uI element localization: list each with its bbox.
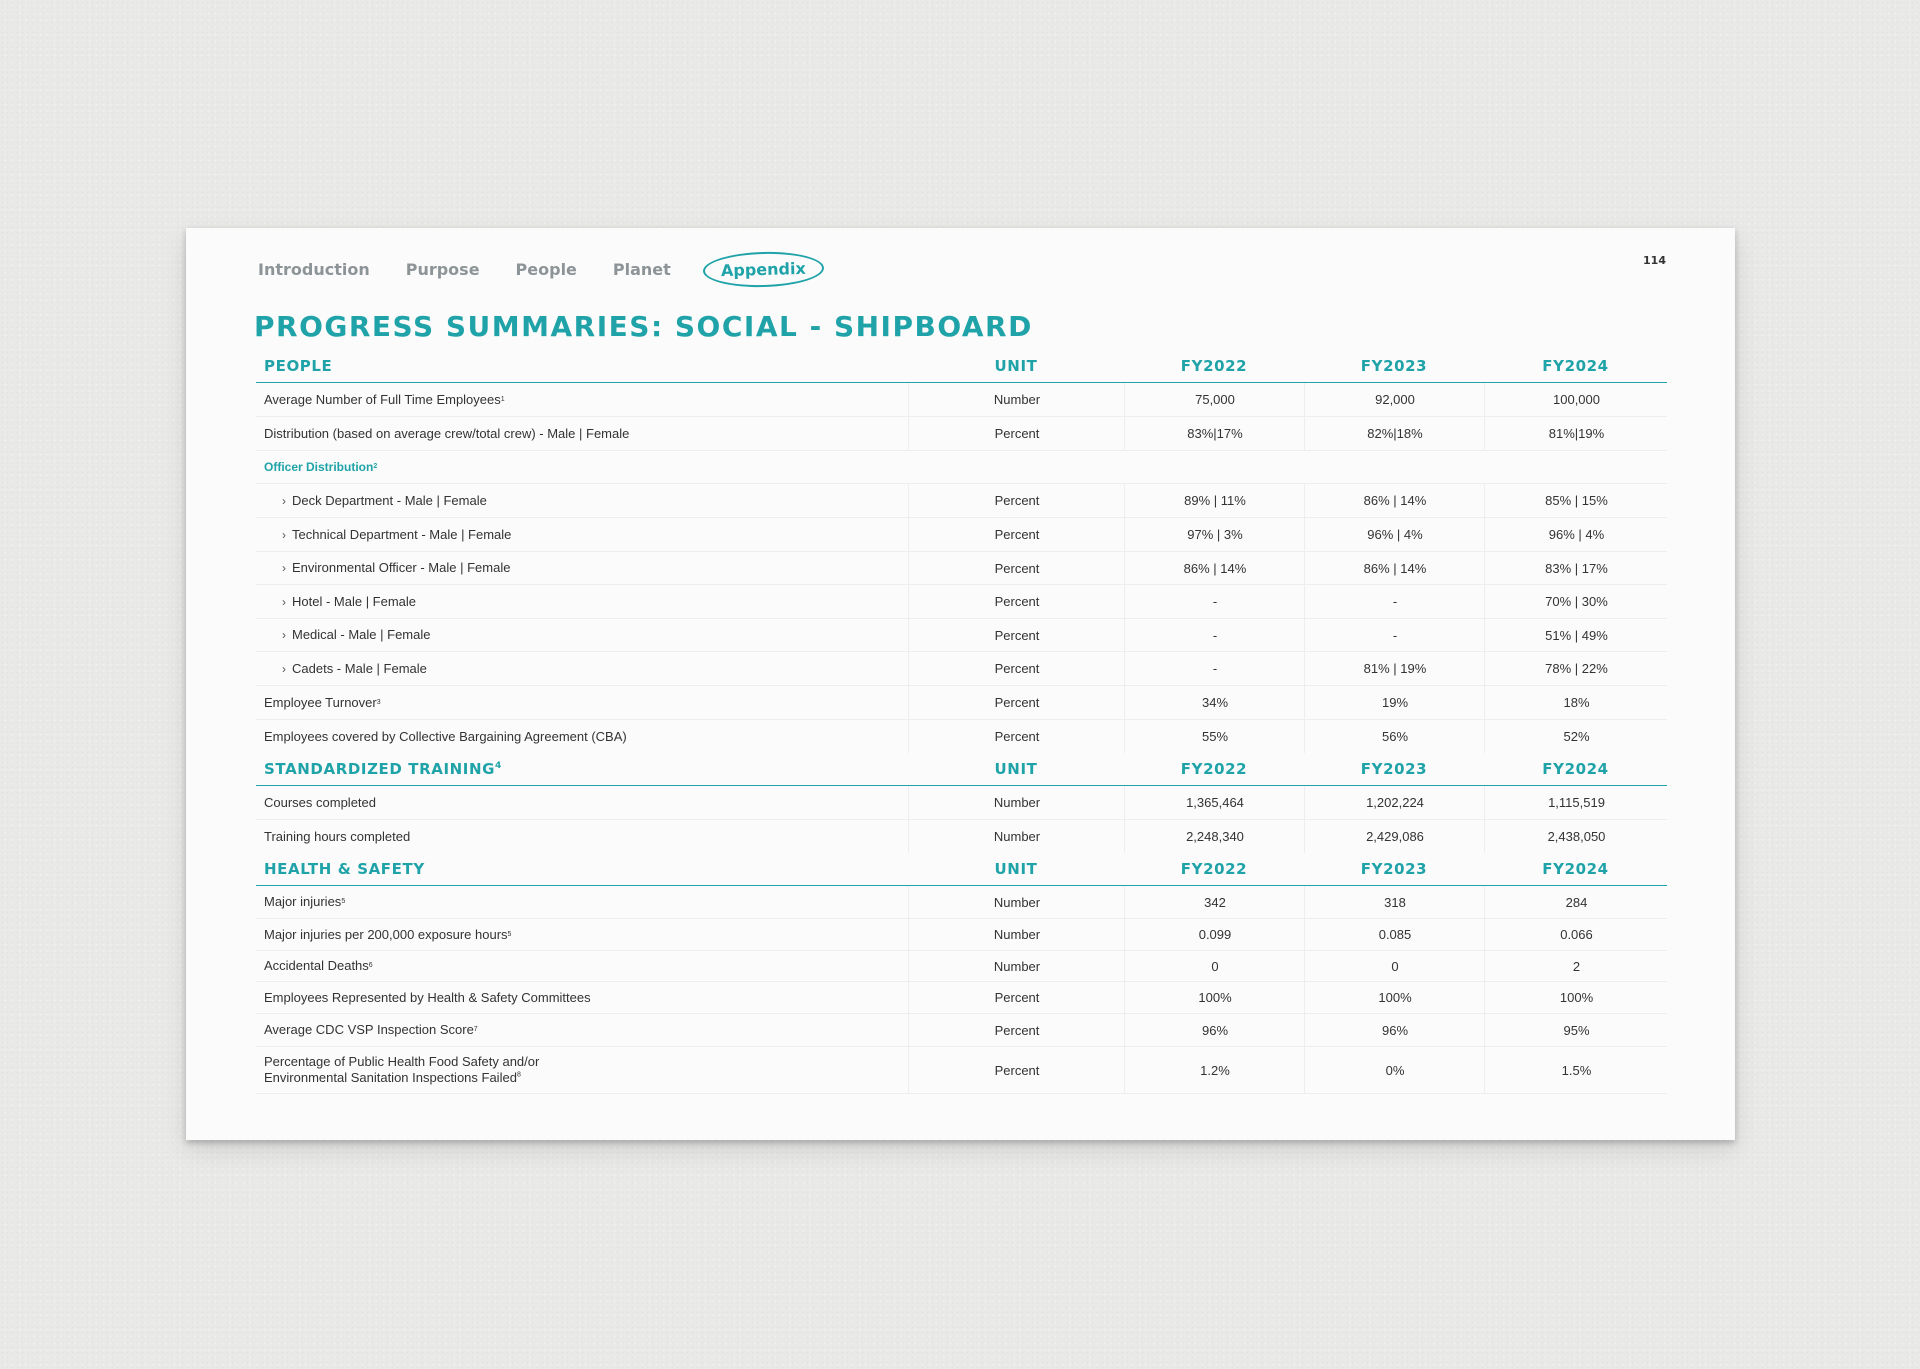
row-label: › Technical Department - Male | Female	[282, 526, 512, 542]
row-unit: Percent	[908, 1047, 1125, 1093]
nav-purpose[interactable]: Purpose	[405, 260, 480, 279]
row-fy2022: 86% | 14%	[1124, 552, 1305, 584]
row-label: Employees Represented by Health & Safety Committees	[264, 989, 591, 1005]
row-fy2024: 78% | 22%	[1484, 652, 1668, 685]
table-row	[256, 552, 1667, 585]
row-fy2023: 92,000	[1304, 383, 1485, 416]
row-unit: Percent	[908, 484, 1125, 517]
col-unit: UNIT	[994, 357, 1038, 375]
row-fy2022: 89% | 11%	[1124, 484, 1305, 517]
col-fy2023: FY2023	[1360, 760, 1428, 778]
table-row	[256, 982, 1667, 1014]
row-fy2023: 2,429,086	[1304, 820, 1485, 853]
row-label: Average Number of Full Time Employees 1	[264, 391, 505, 407]
col-fy2024: FY2024	[1542, 860, 1609, 878]
row-fy2023: 81% | 19%	[1304, 652, 1485, 685]
nav-introduction[interactable]: Introduction	[258, 260, 370, 279]
row-fy2023: 0.085	[1304, 919, 1485, 950]
row-fy2024: 95%	[1484, 1014, 1668, 1046]
row-fy2024: 284	[1484, 886, 1668, 918]
row-fy2024: 96% | 4%	[1484, 518, 1668, 551]
page-number: 114	[1643, 254, 1666, 267]
row-label: Courses completed	[264, 794, 376, 810]
row-label: Accidental Deaths 6	[264, 958, 373, 973]
row-fy2022: 342	[1124, 886, 1305, 918]
row-fy2022: 0	[1124, 951, 1305, 981]
row-unit: Percent	[908, 518, 1125, 551]
section-header-people	[256, 350, 1667, 383]
chevron-right-icon: ›	[282, 561, 286, 575]
row-unit: Number	[908, 383, 1125, 416]
page-title: PROGRESS SUMMARIES: SOCIAL - SHIPBOARD	[254, 310, 1033, 343]
row-unit: Number	[908, 951, 1125, 981]
row-fy2022: 96%	[1124, 1014, 1305, 1046]
section-title: PEOPLE	[264, 357, 333, 375]
row-fy2024: 0.066	[1484, 919, 1668, 950]
row-fy2024: 18%	[1484, 686, 1668, 719]
row-fy2022: 55%	[1124, 720, 1305, 753]
row-label: › Hotel - Male | Female	[282, 593, 417, 609]
row-label: › Medical - Male | Female	[282, 627, 431, 642]
col-fy2023: FY2023	[1360, 357, 1428, 375]
row-label	[264, 1047, 964, 1093]
row-fy2023: 100%	[1304, 982, 1485, 1013]
section-header-health-safety	[256, 853, 1667, 886]
row-fy2023: 96%	[1304, 1014, 1485, 1046]
section-title: STANDARDIZED TRAINING$^4$	[264, 760, 502, 778]
row-fy2024: 1,115,519	[1484, 786, 1668, 819]
table-row	[256, 383, 1667, 417]
table-row	[256, 720, 1667, 753]
top-navigation	[258, 252, 860, 287]
row-fy2022: 97% | 3%	[1124, 518, 1305, 551]
row-label: Major injuries per 200,000 exposure hours 5	[264, 926, 512, 942]
row-fy2022: -	[1124, 585, 1305, 618]
chevron-right-icon: ›	[282, 527, 286, 542]
row-unit: Number	[908, 820, 1125, 853]
row-label: › Environmental Officer - Male | Female	[282, 560, 511, 575]
row-label: Training hours completed	[264, 828, 411, 844]
chevron-right-icon: ›	[282, 661, 286, 676]
row-unit: Number	[908, 786, 1125, 819]
col-fy2022: FY2022	[1180, 760, 1248, 778]
row-fy2023: 56%	[1304, 720, 1485, 753]
row-unit: Percent	[908, 1014, 1125, 1046]
row-fy2023: 19%	[1304, 686, 1485, 719]
row-fy2022: 75,000	[1124, 383, 1305, 416]
row-unit: Percent	[908, 720, 1125, 753]
table-row	[256, 652, 1667, 686]
section-header-training	[256, 753, 1667, 786]
report-page	[186, 228, 1735, 1140]
row-unit: Percent	[908, 686, 1125, 719]
table-row	[256, 786, 1667, 820]
table-row	[256, 919, 1667, 951]
row-fy2022: 0.099	[1124, 919, 1305, 950]
row-label: › Deck Department - Male | Female	[282, 492, 487, 508]
row-fy2023: 86% | 14%	[1304, 552, 1485, 584]
col-fy2023: FY2023	[1360, 860, 1428, 878]
row-label: Average CDC VSP Inspection Score 7	[264, 1022, 478, 1037]
row-label-line2: Environmental Sanitation Inspections Failed$^8$	[264, 1070, 521, 1085]
row-fy2022: -	[1124, 652, 1305, 685]
table-row	[256, 686, 1667, 720]
subsection-title: Officer Distribution 2	[264, 460, 378, 474]
row-fy2022: 83%|17%	[1124, 417, 1305, 450]
row-label-line1: Percentage of Public Health Food Safety and/or	[264, 1054, 540, 1069]
row-label: Employee Turnover 3	[264, 694, 381, 710]
section-title: HEALTH & SAFETY	[264, 860, 425, 878]
row-fy2024: 70% | 30%	[1484, 585, 1668, 618]
table-row	[256, 886, 1667, 919]
row-label: Major injuries 5	[264, 894, 346, 909]
row-fy2023: 96% | 4%	[1304, 518, 1485, 551]
nav-planet[interactable]: Planet	[612, 260, 671, 279]
row-fy2024: 51% | 49%	[1484, 619, 1668, 651]
table-row	[256, 1047, 1667, 1094]
row-fy2022: 1,365,464	[1124, 786, 1305, 819]
row-fy2024: 100%	[1484, 982, 1668, 1013]
row-fy2023: 0%	[1304, 1047, 1485, 1093]
table-row	[256, 484, 1667, 518]
row-fy2024: 83% | 17%	[1484, 552, 1668, 584]
row-unit: Percent	[908, 652, 1125, 685]
row-fy2023: 86% | 14%	[1304, 484, 1485, 517]
row-unit: Percent	[908, 585, 1125, 618]
nav-people[interactable]: People	[515, 260, 577, 279]
row-fy2023: 82%|18%	[1304, 417, 1485, 450]
row-fy2024: 100,000	[1484, 383, 1668, 416]
col-unit: UNIT	[994, 860, 1038, 878]
row-fy2024: 1.5%	[1484, 1047, 1668, 1093]
col-unit: UNIT	[994, 760, 1038, 778]
row-fy2022: 34%	[1124, 686, 1305, 719]
row-fy2024: 2	[1484, 951, 1668, 981]
row-unit: Number	[908, 886, 1125, 918]
row-label: Distribution (based on average crew/total crew) - Male | Female	[264, 425, 630, 441]
row-fy2023: 318	[1304, 886, 1485, 918]
table-row	[256, 417, 1667, 451]
row-fy2024: 85% | 15%	[1484, 484, 1668, 517]
row-fy2024: 52%	[1484, 720, 1668, 753]
table-row	[256, 619, 1667, 652]
row-fy2022: -	[1124, 619, 1305, 651]
row-fy2022: 1.2%	[1124, 1047, 1305, 1093]
row-fy2023: -	[1304, 585, 1485, 618]
row-fy2023: 1,202,224	[1304, 786, 1485, 819]
table-row	[256, 518, 1667, 552]
row-unit: Percent	[908, 619, 1125, 651]
row-fy2023: -	[1304, 619, 1485, 651]
row-fy2023: 0	[1304, 951, 1485, 981]
table-row	[256, 585, 1667, 619]
col-fy2022: FY2022	[1180, 357, 1248, 375]
chevron-right-icon: ›	[282, 493, 286, 508]
chevron-right-icon: ›	[282, 628, 286, 642]
row-unit: Number	[908, 919, 1125, 950]
table-row	[256, 1014, 1667, 1047]
summary-table	[256, 350, 1667, 1094]
row-label: Employees covered by Collective Bargaining Agreement (CBA)	[264, 728, 627, 744]
row-unit: Percent	[908, 552, 1125, 584]
col-fy2022: FY2022	[1180, 860, 1248, 878]
row-fy2024: 2,438,050	[1484, 820, 1668, 853]
nav-appendix[interactable]: Appendix	[702, 250, 824, 288]
row-unit: Percent	[908, 417, 1125, 450]
row-fy2022: 2,248,340	[1124, 820, 1305, 853]
row-fy2024: 81%|19%	[1484, 417, 1668, 450]
row-unit: Percent	[908, 982, 1125, 1013]
table-row	[256, 951, 1667, 982]
col-fy2024: FY2024	[1542, 357, 1609, 375]
chevron-right-icon: ›	[282, 594, 286, 609]
col-fy2024: FY2024	[1542, 760, 1609, 778]
subsection-row	[256, 451, 1667, 484]
row-fy2022: 100%	[1124, 982, 1305, 1013]
row-label: › Cadets - Male | Female	[282, 660, 427, 676]
table-row	[256, 820, 1667, 853]
